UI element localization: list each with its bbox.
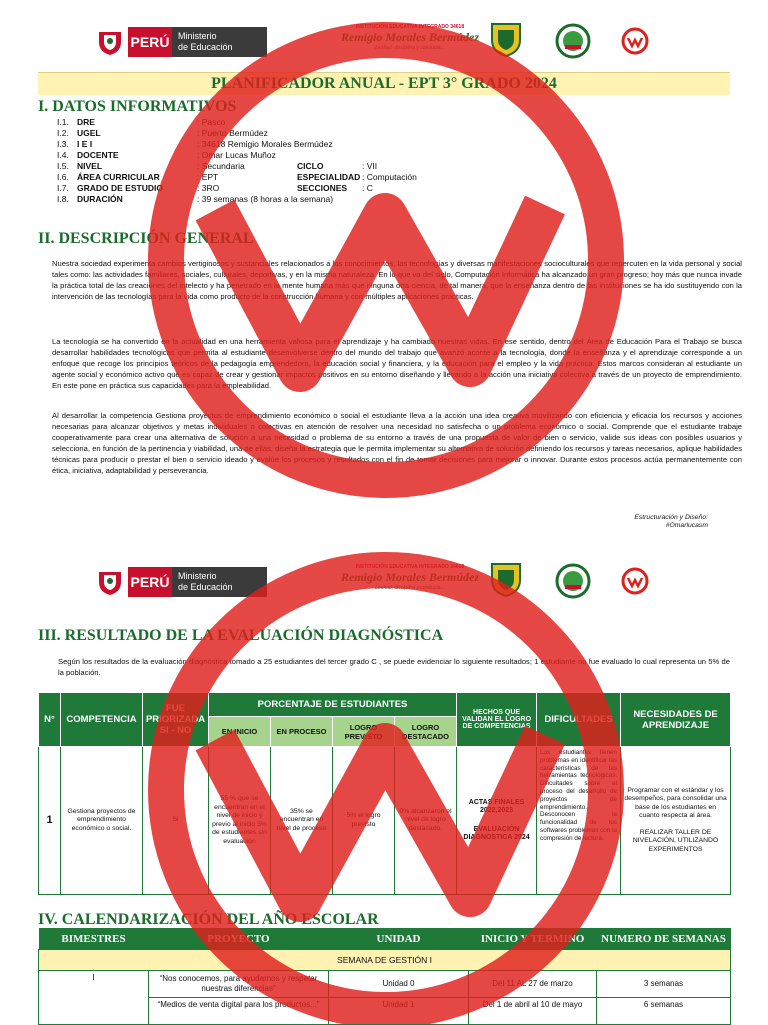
description-paragraph-3: Al desarrollar la competencia Gestiona proyectos de emprendimiento económico o social el estudiante lleva a la acción una idea creativa movilizando con eficiencia y eficacia los recursos y acciones necesarias para alcanzar objetivos y metas individuales o colectivas en atención de resolver una necesidad no satisfecha o un problema económico o social. Comprende que el estudiante trabaje cooperativamente para crear una alternativa de solución a una necesidad o problema de su entorno a través de una propuesta de valor de bien o servicio, valide sus ideas con posibles usuarios y selecciona, en función de la pertinencia y viabilidad, una de ellas; diseña la estrategia que le permita implementar su alternativa de solución definiendo los recursos y tareas necesarios, aplique habilidades técnicas para producir o prestar el bien o servicio ideado y evalúe los procesos y resultados con el fin de tomar decisiones para mejorar o innovar. Durante estos procesos actúa permanentemente con ética, iniciativa, adaptabilidad y perseverancia. bbox=[52, 411, 742, 475]
row-value: : 34618 Remigio Morales Bermúdez bbox=[197, 139, 333, 149]
hechos-line-1: ACTAS FINALES 2022,2023 bbox=[468, 798, 525, 814]
row-value: : EPT bbox=[197, 172, 219, 182]
section-3-heading: III. RESULTADO DE LA EVALUACIÓN DIAGNÓSTICA bbox=[38, 627, 444, 644]
description-paragraph-1: Nuestra sociedad experimenta cambios vertiginosos y sustanciales relacionados a los conocimientos, las tecnologías y diversas manifestaciones socioculturales que repercuten en la vida personal y social tales como: las actividades familiares, sociales, culturales, deportivas, y en la misma naturaleza. En lo que va del siglo, Computación Informática ha alcanzado un gran progreso; hoy más que nunca invade la práctica total de las creaciones del intelecto y ha penetrado en la mente humana más que ninguna otra ciencia, de tal manera, que la enseñanza dentro de las instituciones se ha ido sustituyendo con la intervención de las tecnologías para la vida como producto de la construcción humana y con múltiples aplicaciones prácticas. bbox=[52, 259, 742, 301]
school-banner bbox=[325, 24, 495, 60]
cell-necesidades bbox=[621, 747, 731, 895]
col-previsto: LOGRO PREVISTO bbox=[333, 717, 395, 747]
document-title-bar bbox=[38, 72, 730, 95]
cell-bimestre: I bbox=[39, 971, 149, 1025]
table-row bbox=[39, 747, 731, 895]
ministry-line-1: Ministerio bbox=[178, 31, 217, 41]
peru-shield-icon bbox=[95, 28, 125, 56]
cell-fechas: Del 11 AL 27 de marzo bbox=[469, 971, 597, 998]
school-crest-icon bbox=[490, 562, 522, 598]
cell-unidad: Unidad 1 bbox=[329, 998, 469, 1025]
ministry-label bbox=[172, 567, 267, 597]
peru-label: PERÚ bbox=[128, 567, 172, 597]
row-label-2: CICLO bbox=[297, 161, 324, 171]
hechos-line-2: EVALUACIÓN DIAGNOSTICA 2024 bbox=[463, 825, 530, 841]
cell-previsto: 5% el logro previsto bbox=[333, 747, 395, 895]
cell-semanas: 6 semanas bbox=[597, 998, 731, 1025]
cell-num: 1 bbox=[39, 747, 61, 895]
row-label: DURACIÓN bbox=[77, 194, 123, 204]
cell-unidad: Unidad 0 bbox=[329, 971, 469, 998]
district-seal-icon bbox=[555, 23, 591, 59]
row-value-2: : VII bbox=[362, 161, 378, 171]
ministry-line-2: de Educación bbox=[178, 42, 233, 52]
school-motto: Lealtad, disciplina y conducta... bbox=[375, 585, 445, 591]
credit-line-1: Estructuración y Diseño: bbox=[634, 514, 708, 521]
row-num: I.4. bbox=[57, 150, 69, 160]
row-label-2: SECCIONES bbox=[297, 183, 348, 193]
section-2-heading: II. DESCRIPCIÓN GENERAL bbox=[38, 230, 254, 247]
brand-logo-icon bbox=[620, 26, 650, 56]
row-num: I.7. bbox=[57, 183, 69, 193]
brand-logo-icon bbox=[620, 566, 650, 596]
cal-col-bimestres: BIMESTRES bbox=[39, 928, 149, 950]
row-value: : 39 semanas (8 horas a la semana) bbox=[197, 194, 334, 204]
cell-inicio: 55 % que se encuentran en el nivel de inicio y previo al inicio 5% de estudiantes sin evaluación bbox=[209, 747, 271, 895]
col-necesidades: NECESIDADES DE APRENDIZAJE bbox=[621, 693, 731, 747]
row-label: ÁREA CURRICULAR bbox=[77, 172, 160, 182]
row-num: I.8. bbox=[57, 194, 69, 204]
cal-col-fechas: INICIO Y TERMINO bbox=[469, 928, 597, 950]
description-paragraph-2: La tecnología se ha convertido en la actualidad en una herramienta valiosa para el aprendizaje y ha cambiado nuestras vidas. En ese sentido, dentro del Área de Educación Para el Trabajo se busca desarrollar habilidades tecnológicas que permita al estudiante desenvolverse dentro del mundo del trabajo que avanzó aconte a la tecnología, donde la enseñanza y el aprendizaje corresponde a un enfoque que recoge los principios teóricos de la pedagogía emprendedora, la educación social y financiera, y la educación para el empleo y la vida práctica. Estos marcos consideran al estudiante un agente social y económico activo que es capaz de crear y gestionar impactos positivos en su entorno diseñando y llevando a la acción una iniciativa colectiva a través de un proyecto de emprendimiento. En este pone en práctica sus capacidades para la empleabilidad. bbox=[52, 337, 742, 390]
row-label-2: ESPECIALIDAD bbox=[297, 172, 361, 182]
cell-competencia: Gestiona proyectos de emprendimiento económico o social. bbox=[61, 747, 143, 895]
district-seal-icon bbox=[555, 563, 591, 599]
col-proceso: EN PROCESO bbox=[271, 717, 333, 747]
cal-col-unidad: UNIDAD bbox=[329, 928, 469, 950]
row-num: I.3. bbox=[57, 139, 69, 149]
cal-col-semanas: NUMERO DE SEMANAS bbox=[597, 928, 731, 950]
cell-dificultades: Los estudiantes tienen problemas en identificar las características de las herramientas tecnológicas. Dificultades sobre el proceso del desarrollo de proyectos de emprendimiento. Desconocen la funcionalidad de los softwares problemas con la compresión de lectura. bbox=[537, 747, 621, 895]
col-dificultades: DIFICULTADES bbox=[537, 693, 621, 747]
school-top: INSTITUCIÓN EDUCATIVA INTEGRADO 34618 bbox=[355, 564, 465, 570]
cell-semanas: 3 semanas bbox=[597, 971, 731, 998]
section-4-heading: IV. CALENDARIZACIÓN DEL AÑO ESCOLAR bbox=[38, 911, 379, 928]
row-value: : Secundaria bbox=[197, 161, 245, 171]
col-destacado: LOGRO DESTACADO bbox=[395, 717, 457, 747]
cell-priorizada: Si bbox=[143, 747, 209, 895]
row-label: DOCENTE bbox=[77, 150, 119, 160]
page-header-2 bbox=[0, 558, 768, 606]
row-num: I.2. bbox=[57, 128, 69, 138]
col-competencia: COMPETENCIA bbox=[61, 693, 143, 747]
row-value-2: : C bbox=[362, 183, 373, 193]
row-value: : Omar Lucas Muñoz bbox=[197, 150, 276, 160]
necesidades-line-2: REALIZAR TALLER DE NIVELACIÓN, UTILIZANDO EXPERIMENTOS bbox=[632, 828, 719, 853]
necesidades-line-1: Programar con el estándar y los desempeños, para consolidar una base de los estudiantes en cuanto respecta al área. bbox=[624, 786, 727, 820]
cell-proyecto: “Medios de venta digital para los productos...” bbox=[149, 998, 329, 1025]
row-label: DRE bbox=[77, 117, 95, 127]
ministry-line-1: Ministerio bbox=[178, 571, 217, 581]
ministry-line-2: de Educación bbox=[178, 582, 233, 592]
row-label: I E I bbox=[77, 139, 93, 149]
document-title: PLANIFICADOR ANUAL - EPT 3° GRADO 2024 bbox=[211, 75, 557, 92]
design-credit bbox=[590, 514, 708, 530]
row-num: I.5. bbox=[57, 161, 69, 171]
diagnostic-intro: Según los resultados de la evaluación diagnóstica tomado a 25 estudiantes del tercer grado C , se puede evidenciar lo siguiente resultados; 1 estudiante no fue evaluado lo cual representa un 5% de la población. bbox=[58, 657, 730, 677]
school-motto: Lealtad, disciplina y conducta... bbox=[375, 45, 445, 51]
row-value-2: : Computación bbox=[362, 172, 417, 182]
cell-proceso: 35% se encuentran en nivel de proceso bbox=[271, 747, 333, 895]
ministry-label bbox=[172, 27, 267, 57]
row-label: GRADO DE ESTUDIO bbox=[77, 183, 163, 193]
peru-label: PERÚ bbox=[128, 27, 172, 57]
school-name: Remigio Morales Bermúdez bbox=[340, 30, 479, 44]
table-row bbox=[39, 971, 731, 998]
col-inicio: EN INICIO bbox=[209, 717, 271, 747]
peru-shield-icon bbox=[95, 568, 125, 596]
school-name: Remigio Morales Bermúdez bbox=[340, 570, 479, 584]
row-value: : Puerto Bermúdez bbox=[197, 128, 268, 138]
col-porcentaje: PORCENTAJE DE ESTUDIANTES bbox=[209, 693, 457, 717]
row-label: UGEL bbox=[77, 128, 101, 138]
cal-col-proyecto: PROYECTO bbox=[149, 928, 329, 950]
credit-line-2: #Omarlucasm bbox=[665, 522, 708, 529]
school-top: INSTITUCIÓN EDUCATIVA INTEGRADO 34618 bbox=[355, 24, 465, 30]
section-1-heading: I. DATOS INFORMATIVOS bbox=[38, 98, 237, 115]
page-header bbox=[0, 18, 768, 66]
row-num: I.1. bbox=[57, 117, 69, 127]
col-num: N° bbox=[39, 693, 61, 747]
diagnostic-table bbox=[38, 692, 731, 895]
cell-hechos bbox=[457, 747, 537, 895]
row-label: NIVEL bbox=[77, 161, 103, 171]
cell-fechas: Del 1 de abril al 10 de mayo bbox=[469, 998, 597, 1025]
cell-proyecto: “Nos conocemos, para ayudarnos y respetar nuestras diferencias” bbox=[149, 971, 329, 998]
calendar-table bbox=[38, 928, 731, 1025]
col-hechos: HECHOS QUE VALIDAN EL LOGRO DE COMPETENCIAS bbox=[457, 693, 537, 747]
row-value: : Pasco bbox=[197, 117, 226, 127]
cell-destacado: 0% alcanzaron el nivel de logro destacado. bbox=[395, 747, 457, 895]
school-crest-icon bbox=[490, 22, 522, 58]
row-num: I.6. bbox=[57, 172, 69, 182]
school-banner bbox=[325, 564, 495, 600]
col-priorizada: FUE PRIORIZADA SI - NO bbox=[143, 693, 209, 747]
row-value: : 3RO bbox=[197, 183, 220, 193]
gestion-row: SEMANA DE GESTIÓN I bbox=[39, 950, 731, 971]
